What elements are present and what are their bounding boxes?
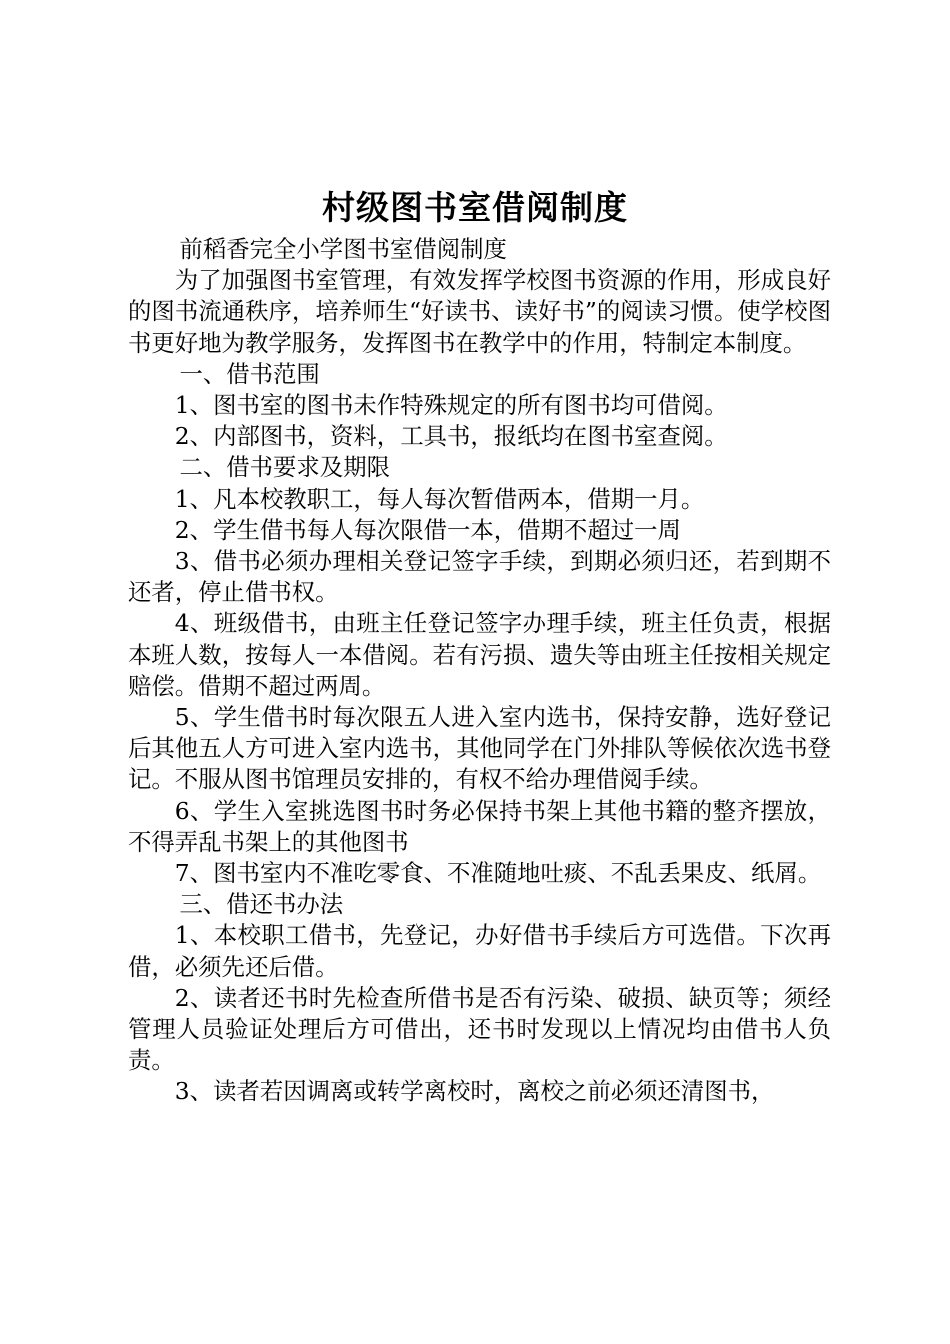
list-item: 7、图书室内不准吃零食、不准随地吐痰、不乱丢果皮、纸屑。 — [174, 859, 822, 888]
document-subtitle: 前稻香完全小学图书室借阅制度 — [179, 235, 507, 263]
list-item: 5、学生借书时每次限五人进入室内选书，保持安静，选好登记后其他五人方可进入室内选书，其他同学在门外排队等候依次选书登记。不服从图书馆理员安排的，有权不给办理借阅手续。 — [128, 703, 831, 794]
section-heading-borrow-requirements: 二、借书要求及期限 — [179, 453, 390, 482]
list-item: 1、本校职工借书，先登记，办好借书手续后方可选借。下次再借，必须先还后借。 — [128, 921, 831, 981]
list-item: 1、图书室的图书未作特殊规定的所有图书均可借阅。 — [174, 391, 728, 420]
intro-paragraph: 为了加强图书室管理，有效发挥学校图书资源的作用，形成良好的图书流通秩序，培养师生“好读书、读好书”的阅读习惯。使学校图书更好地为教学服务，发挥图书在教学中的作用，特制定本制度。 — [128, 266, 831, 357]
list-item: 6、学生入室挑选图书时务必保持书架上其他书籍的整齐摆放，不得弄乱书架上的其他图书 — [128, 796, 831, 856]
document-body — [128, 234, 831, 1108]
document-title: 村级图书室借阅制度 — [322, 188, 628, 227]
list-item: 3、借书必须办理相关登记签字手续，到期必须归还，若到期不还者，停止借书权。 — [128, 547, 831, 607]
section-heading-borrow-scope: 一、借书范围 — [179, 359, 320, 388]
section-heading-return-method: 三、借还书办法 — [179, 890, 344, 919]
list-item: 2、学生借书每人每次限借一本，借期不超过一周 — [174, 515, 681, 544]
list-item: 2、读者还书时先检查所借书是否有污染、破损、缺页等；须经管理人员验证处理后方可借出，还书时发现以上情况均由借书人负责。 — [128, 983, 831, 1075]
list-item: 1、凡本校教职工，每人每次暂借两本，借期一月。 — [174, 484, 705, 513]
list-item: 2、内部图书，资料，工具书，报纸均在图书室查阅。 — [174, 422, 728, 451]
list-item: 3、读者若因调离或转学离校时，离校之前必须还清图书， — [174, 1077, 775, 1106]
list-item: 4、班级借书，由班主任登记签字办理手续，班主任负责，根据本班人数，按每人一本借阅。若有污损、遗失等由班主任按相关规定赔偿。借期不超过两周。 — [128, 609, 831, 700]
